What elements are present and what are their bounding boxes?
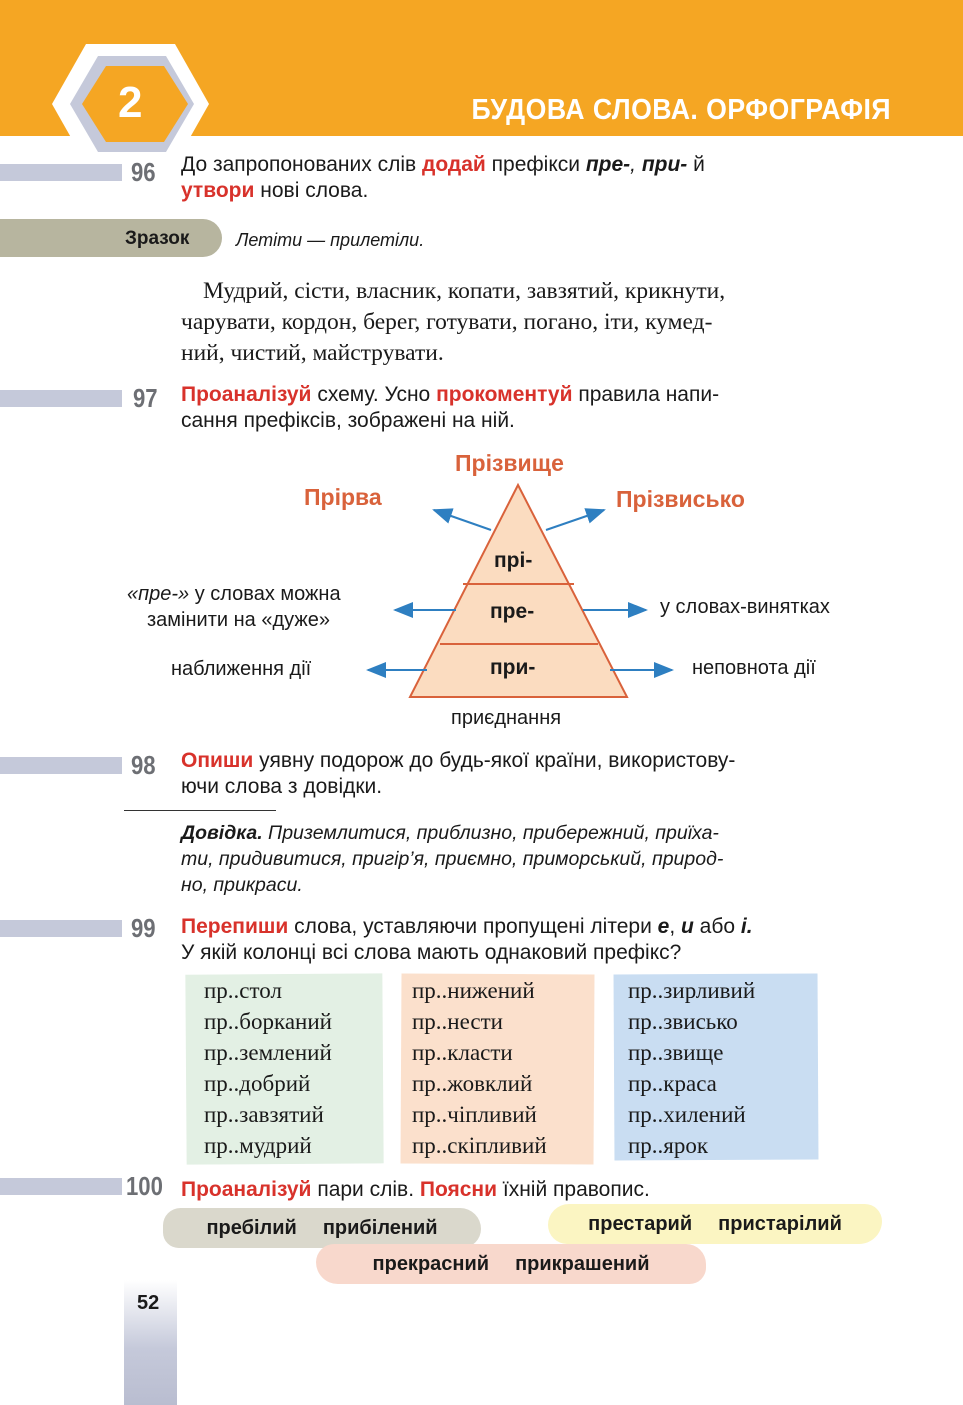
word-item: пр..мудрий bbox=[204, 1133, 312, 1158]
task-keyword: Поясни bbox=[419, 1178, 498, 1201]
word-pair-2 bbox=[548, 1204, 882, 1244]
task-text: сання префіксів, зображені на ній. bbox=[181, 409, 515, 432]
task-text: префікси bbox=[485, 153, 586, 176]
exercise-96-task bbox=[181, 152, 851, 204]
task-keyword: Перепиши bbox=[181, 915, 289, 938]
diagram-label-left-mid bbox=[127, 583, 341, 606]
task-text: їхній правопис. bbox=[497, 1178, 650, 1201]
sample-text: Летіти — прилетіли. bbox=[236, 230, 425, 250]
word-item: пр..краса bbox=[628, 1071, 717, 1096]
prefix: при- bbox=[641, 153, 688, 176]
task-text: ючи слова з довідки. bbox=[181, 775, 383, 798]
reference-box bbox=[181, 820, 871, 898]
letter: е bbox=[657, 915, 670, 938]
reference-text: ти, придивитися, пригір’я, приємно, приморський, природ- bbox=[181, 848, 724, 870]
word-list bbox=[181, 276, 871, 369]
word-pair-second: прибілений bbox=[322, 1216, 438, 1239]
word-item: пр..чіпливий bbox=[412, 1102, 537, 1127]
diagram-word-left: Прірва bbox=[304, 484, 382, 510]
word-list-line: ний, чистий, майструвати. bbox=[181, 340, 444, 366]
word-column-2-list bbox=[412, 975, 547, 1161]
exercise-marker-bar bbox=[0, 1178, 122, 1195]
exercise-marker-bar bbox=[0, 164, 122, 181]
task-text: , bbox=[630, 153, 642, 176]
diagram-label-below: приєднання bbox=[451, 707, 562, 729]
label-text: у словах можна bbox=[189, 583, 341, 605]
word-item: пр..жовклий bbox=[412, 1071, 533, 1096]
word-column-3-list bbox=[628, 975, 755, 1161]
task-text: й bbox=[687, 153, 705, 176]
exercise-marker-bar bbox=[0, 757, 122, 774]
task-text: уявну подорож до будь-якої країни, використову- bbox=[253, 749, 736, 772]
diagram-label-right-bottom: неповнота дії bbox=[692, 657, 816, 679]
word-item: пр..хилений bbox=[628, 1102, 746, 1127]
diagram-label-left-bottom: наближення дії bbox=[171, 658, 312, 680]
word-item: пр..нести bbox=[412, 1009, 503, 1034]
exercise-marker-bar bbox=[0, 390, 122, 407]
exercise-number: 96 bbox=[131, 157, 156, 187]
word-list-line: чарувати, кордон, берег, готувати, погано, іти, кумед- bbox=[181, 309, 713, 335]
exercise-97-task bbox=[181, 382, 851, 434]
exercise-number: 100 bbox=[126, 1171, 163, 1201]
task-text: У якій колонці всі слова мають однаковий префікс? bbox=[181, 941, 682, 964]
sample-label: Зразок bbox=[125, 228, 190, 249]
exercise-marker-bar bbox=[0, 920, 122, 937]
pyramid-tier-mid: пре- bbox=[490, 600, 535, 623]
letter: і. bbox=[740, 915, 753, 938]
word-item: пр..звисько bbox=[628, 1009, 738, 1034]
page-number: 52 bbox=[137, 1292, 160, 1314]
word-list-line: Мудрий, сісти, власник, копати, завзятий, крикнути, bbox=[203, 278, 726, 304]
reference-text: Приземлитися, приблизно, прибережний, приїха- bbox=[262, 822, 719, 844]
exercise-number: 99 bbox=[131, 913, 156, 943]
word-item: пр..добрий bbox=[204, 1071, 311, 1096]
word-item: пр..нижений bbox=[412, 978, 535, 1003]
word-pair-3 bbox=[316, 1244, 706, 1284]
word-item: пр..зирливий bbox=[628, 978, 756, 1003]
prefix-quote: «пре-» bbox=[127, 583, 190, 605]
exercise-99-task bbox=[181, 914, 851, 966]
chapter-title: БУДОВА СЛОВА. ОРФОГРАФІЯ bbox=[471, 94, 891, 126]
word-item: пр..звище bbox=[628, 1040, 724, 1065]
arrow-left-up bbox=[434, 510, 491, 530]
arrow-right-up bbox=[546, 510, 604, 530]
word-item: пр..класти bbox=[412, 1040, 513, 1065]
diagram-label-right-mid: у словах-винятках bbox=[660, 596, 830, 618]
word-pair-first: пребілий bbox=[206, 1216, 297, 1239]
word-item: пр..борканий bbox=[204, 1009, 332, 1034]
word-item: пр..землений bbox=[204, 1040, 332, 1065]
word-item: пр..завзятий bbox=[204, 1102, 324, 1127]
diagram-word-top: Прізвище bbox=[455, 450, 564, 476]
word-item: пр..скіпливий bbox=[412, 1133, 547, 1158]
word-pair-first: прекрасний bbox=[372, 1252, 490, 1275]
task-text: До запропонованих слів bbox=[181, 153, 423, 176]
task-keyword: утвори bbox=[181, 179, 255, 202]
letter: и bbox=[681, 915, 694, 938]
reference-divider bbox=[124, 810, 276, 811]
task-text: , bbox=[669, 915, 681, 938]
task-text: слова, уставляючи пропущені літери bbox=[288, 915, 658, 938]
task-text: пари слів. bbox=[311, 1178, 420, 1201]
exercise-number: 97 bbox=[133, 383, 158, 413]
word-item: пр..ярок bbox=[628, 1133, 709, 1158]
task-keyword: Опиши bbox=[181, 749, 254, 772]
word-pair-first: престарий bbox=[588, 1212, 693, 1235]
task-keyword: Проаналізуй bbox=[181, 383, 312, 406]
pyramid-tier-top: прі- bbox=[494, 549, 533, 572]
reference-text: но, прикраси. bbox=[181, 874, 303, 896]
diagram-word-right: Прізвисько bbox=[616, 486, 745, 512]
task-keyword: Проаналізуй bbox=[181, 1178, 312, 1201]
reference-label: Довідка. bbox=[181, 822, 263, 844]
task-text: правила напи- bbox=[572, 383, 720, 406]
task-text: або bbox=[693, 915, 741, 938]
prefix: пре- bbox=[585, 153, 631, 176]
task-text: схему. Усно bbox=[311, 383, 437, 406]
task-keyword: додай bbox=[422, 153, 486, 176]
word-pair-second: пристарілий bbox=[718, 1212, 842, 1235]
word-pair-1 bbox=[163, 1208, 481, 1248]
word-column-1-list bbox=[204, 975, 332, 1161]
task-text: нові слова. bbox=[254, 179, 369, 202]
word-pair-second: прикрашений bbox=[515, 1252, 650, 1275]
pyramid-tier-bottom: при- bbox=[490, 656, 536, 679]
chapter-number: 2 bbox=[118, 78, 143, 127]
exercise-number: 98 bbox=[131, 750, 156, 780]
diagram-label-left-mid-line2: замінити на «дуже» bbox=[147, 609, 330, 631]
word-item: пр..стол bbox=[204, 978, 282, 1003]
exercise-100-task bbox=[181, 1177, 851, 1203]
exercise-98-task bbox=[181, 748, 851, 800]
task-keyword: прокоментуй bbox=[436, 383, 573, 406]
